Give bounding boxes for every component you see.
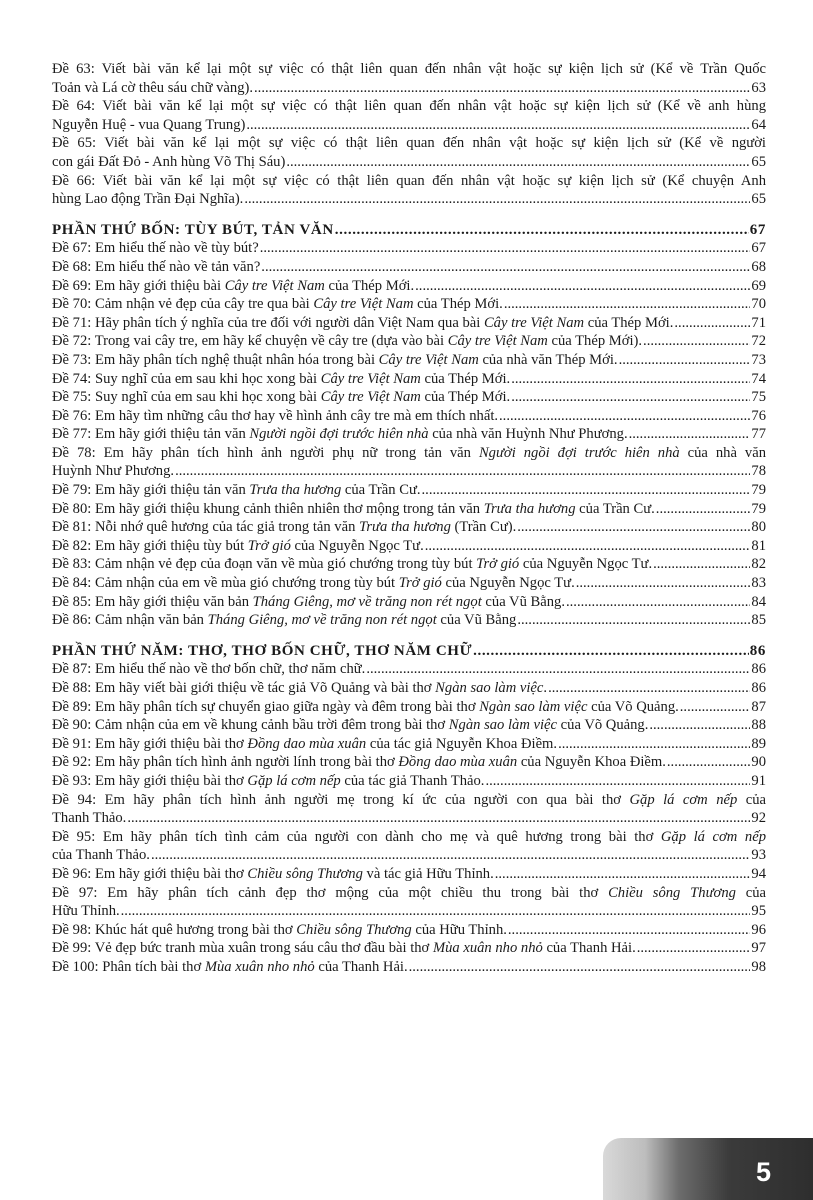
toc-entry-title-line2: Thanh Thảo. <box>52 810 127 827</box>
toc-entry-title: Đề 82: Em hãy giới thiệu tùy bút Trở gió của Nguyễn Ngọc Tư. <box>52 537 424 554</box>
toc-entry <box>52 425 766 444</box>
toc-page-number: 79 <box>751 482 766 499</box>
toc-page-number: 98 <box>751 958 766 975</box>
toc-entry-title-line1: Đề 66: Viết bài văn kể lại một sự việc có thật liên quan đến nhân vật hoặc sự kiện lịch sử (Kể chuyện Anh <box>52 172 766 189</box>
toc-page-number: 74 <box>751 370 766 387</box>
toc-entry-title-line2: hùng Lao động Trần Đại Nghĩa). <box>52 191 244 208</box>
dot-leader <box>246 116 750 135</box>
toc-entry <box>52 388 766 407</box>
dot-leader <box>511 370 750 389</box>
toc-entry-title-line1: Đề 64: Viết bài văn kể lại một sự việc có thật liên quan đến nhân vật hoặc sự kiện lịch sử (Kể về anh hùng <box>52 98 766 115</box>
dot-leader <box>499 407 750 426</box>
toc-entry-title: Đề 72: Trong vai cây tre, em hãy kể chuyện về cây tre (dựa vào bài Cây tre Việt Nam của Thép Mới). <box>52 333 643 350</box>
toc-entry-title-line1: Đề 94: Em hãy phân tích hình ảnh người mẹ trong kí ức của người con qua bài thơ Gặp lá cơm nếp của <box>52 791 766 808</box>
toc-page-number: 78 <box>751 463 766 480</box>
toc-entry-title: Đề 91: Em hãy giới thiệu bài thơ Đồng dao mùa xuân của tác giả Nguyễn Khoa Điềm. <box>52 735 558 752</box>
toc-page-number: 86 <box>749 642 766 659</box>
toc-entry <box>52 593 766 612</box>
dot-leader <box>558 735 750 754</box>
toc-page-number: 65 <box>751 153 766 170</box>
toc-page-number: 86 <box>751 661 766 678</box>
toc-entry <box>52 611 766 630</box>
toc-entry-title: Đề 76: Em hãy tìm những câu thơ hay về hình ảnh cây tre mà em thích nhất. <box>52 407 499 424</box>
toc-entry <box>52 958 766 977</box>
toc-section-heading <box>52 221 766 240</box>
toc-entry <box>52 239 766 258</box>
toc-page-number: 76 <box>751 407 766 424</box>
toc-entry-title: Đề 67: Em hiểu thế nào về tùy bút? <box>52 240 259 257</box>
dot-leader <box>649 716 750 735</box>
toc-entry <box>52 500 766 519</box>
dot-leader <box>517 611 750 630</box>
toc-page-number: 65 <box>751 191 766 208</box>
dot-leader <box>680 698 751 717</box>
toc-entry-title: Đề 100: Phân tích bài thơ Mùa xuân nho nhỏ của Thanh Hải. <box>52 958 408 975</box>
dot-leader <box>508 921 751 940</box>
toc-entry-title: Đề 71: Hãy phân tích ý nghĩa của tre đối với người dân Việt Nam qua bài Cây tre Việt Nam của Thép Mới. <box>52 314 674 331</box>
table-of-contents <box>52 60 766 977</box>
toc-page-number: 77 <box>751 426 766 443</box>
dot-leader <box>656 500 751 519</box>
toc-entry-title: Đề 69: Em hãy giới thiệu bài Cây tre Việt Nam của Thép Mới. <box>52 277 415 294</box>
dot-leader <box>473 642 749 661</box>
toc-entry <box>52 939 766 958</box>
toc-page-number: 64 <box>751 116 766 133</box>
toc-entry-title: Đề 70: Cảm nhận vẻ đẹp của cây tre qua bài Cây tre Việt Nam của Thép Mới. <box>52 296 503 313</box>
toc-entry <box>52 97 766 134</box>
dot-leader <box>667 753 751 772</box>
page-number: 5 <box>755 1157 771 1187</box>
toc-page-number: 85 <box>751 612 766 629</box>
toc-entry <box>52 772 766 791</box>
dot-leader <box>121 902 751 921</box>
toc-entry-title-line1: Đề 95: Em hãy phân tích tình cảm của người con dành cho mẹ và quê hương trong bài thơ Gặp lá cơm nếp <box>52 828 766 845</box>
toc-entry-title: Đề 87: Em hiểu thế nào về thơ bốn chữ, thơ năm chữ. <box>52 661 366 678</box>
toc-page-number: 92 <box>751 810 766 827</box>
toc-entry <box>52 332 766 351</box>
dot-leader <box>495 865 751 884</box>
toc-page-number: 89 <box>751 735 766 752</box>
toc-page-number: 70 <box>751 296 766 313</box>
toc-entry <box>52 407 766 426</box>
dot-leader <box>335 221 749 240</box>
toc-entry-title: Đề 77: Em hãy giới thiệu tản văn Người ngồi đợi trước hiên nhà của nhà văn Huỳnh Như Phương. <box>52 426 628 443</box>
toc-entry <box>52 753 766 772</box>
toc-page-number: 90 <box>751 754 766 771</box>
toc-entry-title: Đề 86: Cảm nhận văn bản Tháng Giêng, mơ về trăng non rét ngọt của Vũ Bằng <box>52 612 517 629</box>
toc-entry <box>52 865 766 884</box>
toc-entry <box>52 295 766 314</box>
dot-leader <box>653 555 750 574</box>
toc-page-number: 67 <box>751 240 766 257</box>
toc-entry <box>52 444 766 481</box>
toc-page-number: 93 <box>751 847 766 864</box>
toc-page-number: 75 <box>751 389 766 406</box>
toc-page-number: 72 <box>751 333 766 350</box>
toc-page-number: 81 <box>751 537 766 554</box>
dot-leader <box>517 518 750 537</box>
toc-page-number: 63 <box>751 79 766 96</box>
section-title: PHẦN THỨ NĂM: THƠ, THƠ BỐN CHỮ, THƠ NĂM CHỮ <box>52 642 473 659</box>
toc-entry <box>52 884 766 921</box>
toc-page-number: 69 <box>751 277 766 294</box>
dot-leader <box>629 425 751 444</box>
toc-entry <box>52 698 766 717</box>
toc-page-number: 82 <box>751 556 766 573</box>
dot-leader <box>511 388 750 407</box>
section-title: PHẦN THỨ BỐN: TÙY BÚT, TẢN VĂN <box>52 221 334 238</box>
toc-entry <box>52 921 766 940</box>
dot-leader <box>260 239 751 258</box>
toc-entry-title: Đề 92: Em hãy phân tích hình ảnh người lính trong bài thơ Đồng dao mùa xuân của Nguyễn Khoa Điềm. <box>52 754 666 771</box>
toc-entry-title: Đề 75: Suy nghĩ của em sau khi học xong bài Cây tre Việt Nam của Thép Mới. <box>52 389 511 406</box>
toc-entry <box>52 370 766 389</box>
toc-page-number: 80 <box>751 519 766 536</box>
toc-page-number: 88 <box>751 717 766 734</box>
toc-entry <box>52 555 766 574</box>
toc-entry-title-line1: Đề 65: Viết bài văn kể lại một sự việc có thật liên quan đến nhân vật hoặc sự kiện lịch sử (Kể về người <box>52 135 766 152</box>
toc-entry <box>52 172 766 209</box>
toc-entry-title: Đề 81: Nỗi nhớ quê hương của tác giả trong tản văn Trưa tha hương (Trần Cư). <box>52 519 517 536</box>
dot-leader <box>566 593 750 612</box>
toc-entry-title: Đề 80: Em hãy giới thiệu khung cảnh thiên nhiên thơ mộng trong tản văn Trưa tha hương của Trần Cư. <box>52 500 655 517</box>
toc-entry-title: Đề 68: Em hiểu thế nào về tản văn? <box>52 258 261 275</box>
toc-entry <box>52 660 766 679</box>
toc-entry-title: Đề 83: Cảm nhận vẻ đẹp của đoạn văn về mùa gió chướng trong tùy bút Trở gió của Nguyễn Ngọc Tư. <box>52 556 653 573</box>
dot-leader <box>576 574 751 593</box>
dot-leader <box>619 351 751 370</box>
dot-leader <box>175 462 750 481</box>
dot-leader <box>261 258 750 277</box>
dot-leader <box>425 537 751 556</box>
dot-leader <box>415 277 750 296</box>
toc-entry <box>52 574 766 593</box>
dot-leader <box>504 295 751 314</box>
toc-entry <box>52 791 766 828</box>
toc-entry-title: Đề 90: Cảm nhận của em về khung cảnh bầu trời đêm trong bài thơ Ngàn sao làm việc của Võ Quảng. <box>52 717 649 734</box>
toc-entry-title: Đề 88: Em hãy viết bài giới thiệu về tác giả Võ Quảng và bài thơ Ngàn sao làm việc. <box>52 680 548 696</box>
toc-entry-title-line2: con gái Đất Đỏ - Anh hùng Võ Thị Sáu) <box>52 153 286 170</box>
toc-entry <box>52 537 766 556</box>
toc-page-number: 97 <box>751 940 766 957</box>
toc-entry-title: Đề 99: Vẻ đẹp bức tranh mùa xuân trong sáu câu thơ đầu bài thơ Mùa xuân nho nhỏ của Thanh Hải. <box>52 940 636 957</box>
toc-page-number: 96 <box>751 921 766 938</box>
toc-entry <box>52 735 766 754</box>
toc-entry-title-line1: Đề 78: Em hãy phân tích hình ảnh người phụ nữ trong tản văn Người ngồi đợi trước hiên nhà của nhà văn <box>52 444 766 461</box>
toc-entry-title: Đề 84: Cảm nhận của em về mùa gió chướng trong tùy bút Trở gió của Nguyễn Ngọc Tư. <box>52 575 575 592</box>
toc-entry <box>52 828 766 865</box>
toc-page-number: 95 <box>751 903 766 920</box>
dot-leader <box>366 660 750 679</box>
toc-entry <box>52 518 766 537</box>
toc-page-number: 68 <box>751 258 766 275</box>
dot-leader <box>254 79 750 98</box>
toc-entry <box>52 716 766 735</box>
dot-leader <box>409 958 751 977</box>
toc-entry <box>52 351 766 370</box>
toc-section-heading <box>52 642 766 661</box>
toc-entry <box>52 679 766 698</box>
toc-entry <box>52 258 766 277</box>
toc-entry-title: Đề 89: Em hãy phân tích sự chuyển giao giữa ngày và đêm trong bài thơ Ngàn sao làm việc của Võ Quảng. <box>52 698 679 715</box>
toc-entry <box>52 60 766 97</box>
dot-leader <box>674 314 750 333</box>
dot-leader <box>548 679 750 698</box>
toc-entry-title: Đề 74: Suy nghĩ của em sau khi học xong bài Cây tre Việt Nam của Thép Mới. <box>52 370 511 387</box>
toc-page-number: 71 <box>751 314 766 331</box>
toc-entry-title-line2: Nguyễn Huệ - vua Quang Trung) <box>52 116 246 133</box>
toc-entry-title: Đề 85: Em hãy giới thiệu văn bản Tháng Giêng, mơ về trăng non rét ngọt của Vũ Bằng. <box>52 593 565 610</box>
toc-page-number: 67 <box>749 221 766 238</box>
dot-leader <box>244 190 750 209</box>
toc-entry <box>52 314 766 333</box>
toc-entry-title-line1: Đề 63: Viết bài văn kể lại một sự việc có thật liên quan đến nhân vật hoặc sự kiện lịch sử (Kể về Trần Quốc <box>52 61 766 77</box>
toc-page-number: 87 <box>751 698 766 715</box>
dot-leader <box>422 481 751 500</box>
dot-leader <box>485 772 750 791</box>
toc-page-number: 86 <box>751 680 766 696</box>
toc-entry <box>52 481 766 500</box>
toc-page-number: 91 <box>751 772 766 789</box>
toc-entry-title: Đề 93: Em hãy giới thiệu bài thơ Gặp lá cơm nếp của tác giả Thanh Thảo. <box>52 772 485 789</box>
toc-entry-title: Đề 98: Khúc hát quê hương trong bài thơ Chiều sông Thương của Hữu Thỉnh. <box>52 921 507 938</box>
toc-entry <box>52 277 766 296</box>
dot-leader <box>127 809 750 828</box>
dot-leader <box>286 153 750 172</box>
toc-page-number: 84 <box>751 593 766 610</box>
dot-leader <box>151 846 750 865</box>
toc-page-number: 94 <box>751 865 766 882</box>
page-number-tab <box>603 1138 813 1200</box>
toc-entry-title: Đề 79: Em hãy giới thiệu tản văn Trưa tha hương của Trần Cư. <box>52 482 421 499</box>
toc-entry <box>52 134 766 171</box>
toc-page-number: 73 <box>751 351 766 368</box>
toc-page-number: 79 <box>751 500 766 517</box>
toc-entry-title-line2: Huỳnh Như Phương. <box>52 463 175 480</box>
toc-entry-title-line2: của Thanh Thảo. <box>52 847 150 864</box>
toc-entry-title-line2: Toản và Lá cờ thêu sáu chữ vàng). <box>52 79 254 96</box>
toc-entry-title-line2: Hữu Thỉnh. <box>52 903 120 920</box>
dot-leader <box>643 332 750 351</box>
dot-leader <box>637 939 751 958</box>
toc-page-number: 83 <box>751 575 766 592</box>
toc-entry-title-line1: Đề 97: Em hãy phân tích cảnh đẹp thơ mộng của một chiều thu trong bài thơ Chiều sông Thương của <box>52 884 766 901</box>
toc-entry-title: Đề 96: Em hãy giới thiệu bài thơ Chiều sông Thương và tác giả Hữu Thỉnh. <box>52 865 494 882</box>
toc-entry-title: Đề 73: Em hãy phân tích nghệ thuật nhân hóa trong bài Cây tre Việt Nam của nhà văn Thép Mới. <box>52 351 618 368</box>
